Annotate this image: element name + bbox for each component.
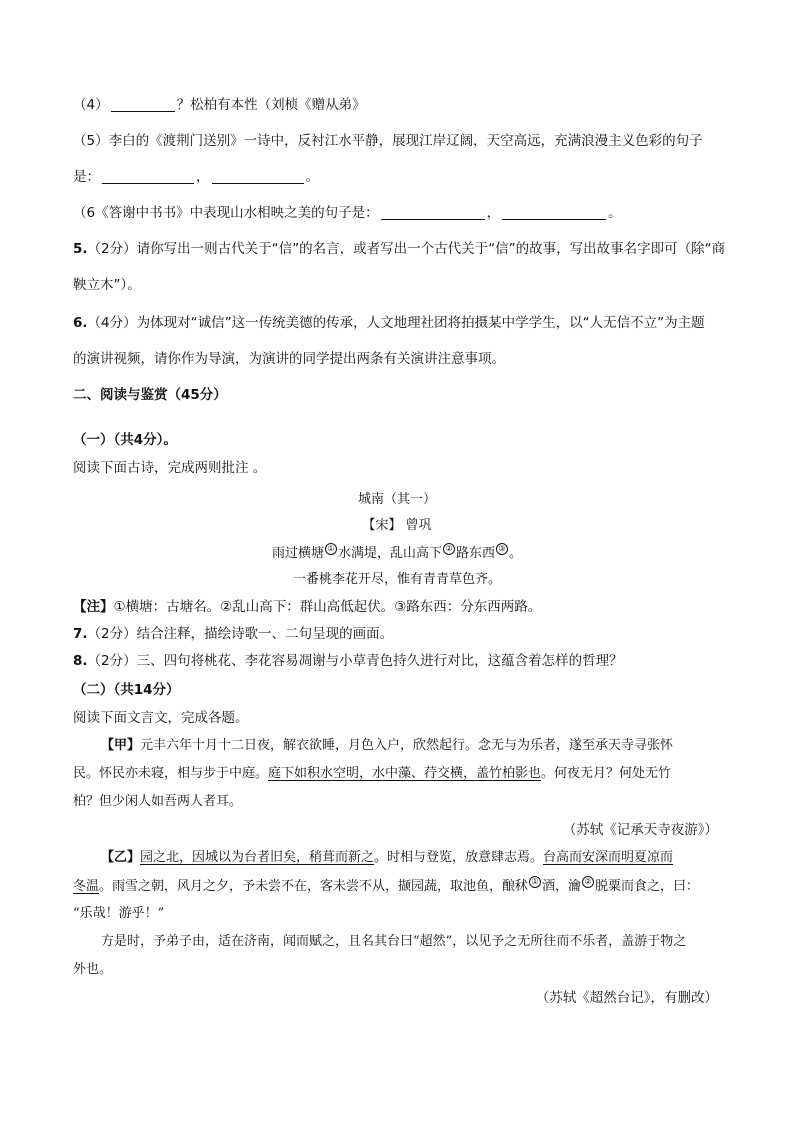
question-number: 5. [73,241,88,257]
footnote-marker: ② [443,543,455,555]
q4-prefix: （4） [73,97,109,113]
jia-line3: 柏？但少闲人如吾两人者耳。 [73,794,243,809]
question-5-line2: 鞅立木”）。 [73,277,141,293]
yi-line4: 方是时，予弟子由，适在济南，闻而赋之，且名其台曰“超然”，以见予之无所往而不乐者，盖游于物之 [101,934,687,949]
poem-author: 【宋】 曾巩 [362,518,432,533]
passage-label-jia: 【甲】 [101,738,141,753]
part2-heading: （二）（共14分） [73,682,180,698]
poem-line-2: 一番桃李花开尽，惟有青青草色齐。 [292,572,501,587]
jia-source: （苏轼《记承天寺夜游》） [562,822,718,838]
part1-heading: （一）（共4分）。 [73,432,177,448]
yi-line3: “乐哉！游乎！” [73,906,165,921]
passage-label-yi: 【乙】 [101,850,141,865]
footnote-marker: ② [582,876,594,888]
question-8: 8.（2分）三、四句将桃花、李花容易凋谢与小草青色持久进行对比，这蕴含着怎样的哲理？ [73,653,623,669]
underlined-sentence: 园之北，因城以为台者旧矣，稍葺而新之 [140,850,375,865]
question-7: 7.（2分）结合注释，描绘诗歌一、二句呈现的画面。 [73,626,394,642]
yi-line5: 外也。 [73,962,113,977]
q5-answer-blank-2[interactable] [212,169,304,184]
question-6-line1: 6.（4分）为体现对“诚信”这一传统美德的传承，人文地理社团将拍摄某中学学生，以“人无信不立”为主题 [73,315,705,331]
q5-answer-blank-1[interactable] [102,169,194,184]
underlined-sentence: 冬温 [73,879,100,894]
poem-note: 【注】①横塘：古塘名。②乱山高下：群山高低起伏。③路东西：分东西两路。 [73,599,542,615]
question-number: 8. [73,653,88,669]
question-6-line2: 的演讲视频，请你作为导演，为演讲的同学提出两条有关演讲注意事项。 [73,351,505,367]
footnote-marker: ③ [496,543,508,555]
q6-answer-blank-1[interactable] [381,205,485,220]
part1-instruction: 阅读下面古诗，完成两则批注 。 [73,460,267,476]
q6-answer-blank-2[interactable] [502,205,606,220]
jia-line1: 【甲】元丰六年十月十二日夜，解衣欲睡，月色入户，欣然起行。念无与为乐者，遂至承天寺寻张怀 [101,738,674,753]
part2-instruction: 阅读下面文言文，完成各题。 [73,710,249,726]
yi-line1: 【乙】园之北，因城以为台者旧矣，稍葺而新之。时相与登览，放意肆志焉。台高而安深而明夏凉而 [101,850,674,865]
footnote-marker: ① [325,543,337,555]
question-5-line1: 5.（2分）请你写出一则古代关于“信”的名言，或者写出一个古代关于“信”的故事，写出故事名字即可（除“商 [73,241,726,257]
underlined-sentence: 庭下如积水空明，水中藻、荇交横，盖竹柏影也 [268,766,542,781]
question-number: 7. [73,626,88,642]
poem-title: 城南（其一） [357,492,436,507]
q5-line2: 是： ， 。 [73,169,319,185]
footnote-marker: ① [529,876,541,888]
underlined-sentence: 台高而安深而明夏凉而 [543,850,674,865]
question-number: 6. [73,315,88,331]
q6-line: （6《答谢中书书》中表现山水相映之美的句子是： ， 。 [73,205,622,221]
section-2-heading: 二、阅读与鉴赏（45分） [73,387,227,403]
q4-line: （4） ？松柏有本性（刘桢《赠从弟》 [73,97,366,113]
poem-line-1: 雨过横塘 ① 水满堤，乱山高下 ② 路东西 ③ 。 [271,544,523,561]
q5-line1: （5）李白的《渡荆门送别》一诗中，反衬江水平静，展现江岸辽阔，天空高远，充满浪漫主义色彩的句子 [73,133,703,149]
jia-line2: 民。怀民亦未寝，相与步于中庭。庭下如积水空明，水中藻、荇交横，盖竹柏影也。何夜无月？何处无竹 [73,766,672,781]
q4-answer-blank[interactable] [111,97,175,112]
yi-line2: 冬温。雨雪之朝，风月之夕，予未尝不在，客未尝不从，撷园蔬，取池鱼，酿秫 ① 酒，瀹 ② 脱粟而食之，曰： [73,877,700,894]
yi-source: （苏轼《超然台记》，有删改） [535,990,718,1006]
